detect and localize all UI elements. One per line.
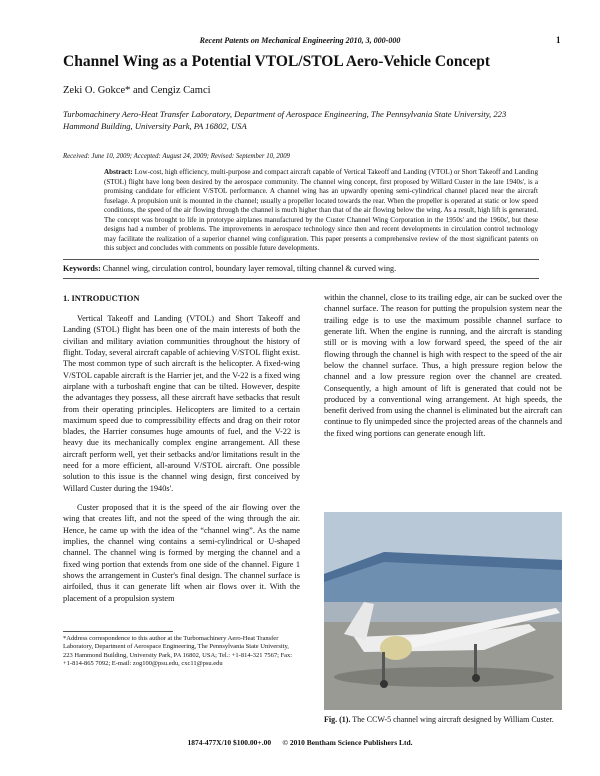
column-left: [63, 313, 300, 604]
footnote: *Address correspondence to this author at the Turbomachinery Aero-Heat Transfer Laboratory, Department of Aerospace Engineering, The Pennsylvania State University, 223 Hammond Building, University Park, PA 16802, USA; Tel.: +1-814-321 7567; Fax: +1-814-865 7092; E-mail: zog100@psu.edu, cxc11@psu.edu: [63, 635, 293, 668]
history-dates: Received: June 10, 2009; Accepted: August 24, 2009; Revised: September 10, 2009: [63, 153, 290, 160]
page-number: 1: [556, 35, 561, 45]
abstract: [104, 168, 538, 254]
divider: [63, 278, 539, 279]
section-heading: 1. INTRODUCTION: [63, 293, 140, 303]
footer-publisher: © 2010 Bentham Science Publishers Ltd.: [282, 738, 413, 747]
figure-label: Fig. (1).: [324, 715, 351, 724]
keywords-text: Channel wing, circulation control, boundary layer removal, tilting channel & curved wing.: [102, 264, 397, 273]
paper-title: Channel Wing as a Potential VTOL/STOL Aero-Vehicle Concept: [63, 53, 491, 70]
aircraft-photo: [324, 512, 562, 710]
footer-code: 1874-477X/10 $100.00+.00: [187, 738, 272, 747]
abstract-text: Low-cost, high efficiency, multi-purpose and compact aircraft capable of Vertical Takeoff and Landing (VTOL) or Short Takeoff and Landing (STOL) flight have long been desired by the aerospace community. The channel wing concept, first proposed by Willard Custer in the late 1940s', is a promising candidate for efficient V/STOL performance. A channel wing has an upwardly opening semi-cylindrical channel placed near the aircraft fuselage. A propulsion unit is mounted in the channel; usually a propeller located towards the rear. When the propeller is operated at static or low speed conditions, the speed of the air flowing through the channel is much higher than that of the air flowing below the wing. As a result, high lift is generated. The concept was brought to life in prototype airplanes manufactured by the Custer Channel Wing Corporation in the 1950s' and the 1960s', but these designs had a number of problems. The improvements in aerospace technology since then and recent developments in circulation control technology may facilitate the realization of a superior channel wing configuration. This paper presents a comprehensive review of the most significant patents on this subject and concludes with comments on possible future developments.: [104, 168, 539, 252]
authors: Zeki O. Gokce* and Cengiz Camci: [63, 85, 211, 96]
running-header: Recent Patents on Mechanical Engineering 2010, 3, 000-000: [199, 36, 401, 45]
affiliation: Turbomachinery Aero-Heat Transfer Laboratory, Department of Aerospace Engineering, The Pennsylvania State University, 223 Hammond Building, University Park, PA 16802, USA: [63, 109, 507, 131]
keywords-label: Keywords:: [63, 264, 101, 273]
keywords: [63, 264, 539, 273]
footnote-rule: [63, 631, 173, 632]
paragraph: Vertical Takeoff and Landing (VTOL) and Short Takeoff and Landing (STOL) flight has been one of the main interests of both the civilian and military aviation communities throughout the history of flight. Today, several aircraft capable of achieving V/STOL flight exist. The most common type of such aircraft is the helicopter. A fixed-wing V/STOL capable aircraft is the Harrier jet, and the V-22 is a fixed wing airplane with a turboshaft engine that can be tilted. However, despite the advantages they possess, all these aircraft have setbacks that result from their operating principles. Helicopters are limited to a certain maximum speed due to compressibility effects and drag on their rotor blades, the Harrier consumes huge amounts of fuel, and the V-22 is heavy due its mechanically complex engine arrangement. All these aircraft perform well, yet their setbacks and/or limitations result in the need for a more efficient, all-around V/STOL aircraft. One possible solution to this issue is the channel wing design, first conceived by Willard Custer during the 1940s'.: [63, 314, 300, 493]
figure-caption: [324, 715, 562, 725]
column-right: [324, 292, 562, 439]
figure-caption-text: The CCW-5 channel wing aircraft designed by William Custer.: [352, 715, 554, 724]
paragraph: within the channel, close to its trailing edge, air can be sucked over the channel surface. The reason for putting the propulsion system near the trailing edge is to use the maximum possible channel surface to generate lift. When the engine is running, and the aircraft is standing still or is moving with a low forward speed, the speed of the air flowing through the channel is high with respect to the speed of the air below the channel surface. Thus, a high pressure region below the channel and a low pressure region over the channel are created. Consequently, a high amount of lift is generated that could not be produced by a conventional wing arrangement. At high speeds, the benefit derived from using the channel is eliminated but the aircraft can continue to fly unimpeded since the projected areas of the channels and the fixed wing portions can generate enough lift.: [324, 293, 562, 438]
paragraph: Custer proposed that it is the speed of the air flowing over the wing that creates lift, and not the speed of the wing through the air. Hence, he came up with the idea of the “channel wing”. As the name implies, the channel wing contains a semi-cylindrical or U-shaped channel. The channel wing is formed by merging the channel and a fixed wing portion that extends from one side of the channel. Figure 1 shows the arrangement in Custer's final design. The channel surface is airfoiled, thus it can generate lift when air flows over it. With the placement of a propulsion system: [63, 503, 300, 603]
page-footer: [0, 738, 600, 747]
divider: [63, 259, 539, 260]
abstract-label: Abstract:: [104, 168, 133, 176]
